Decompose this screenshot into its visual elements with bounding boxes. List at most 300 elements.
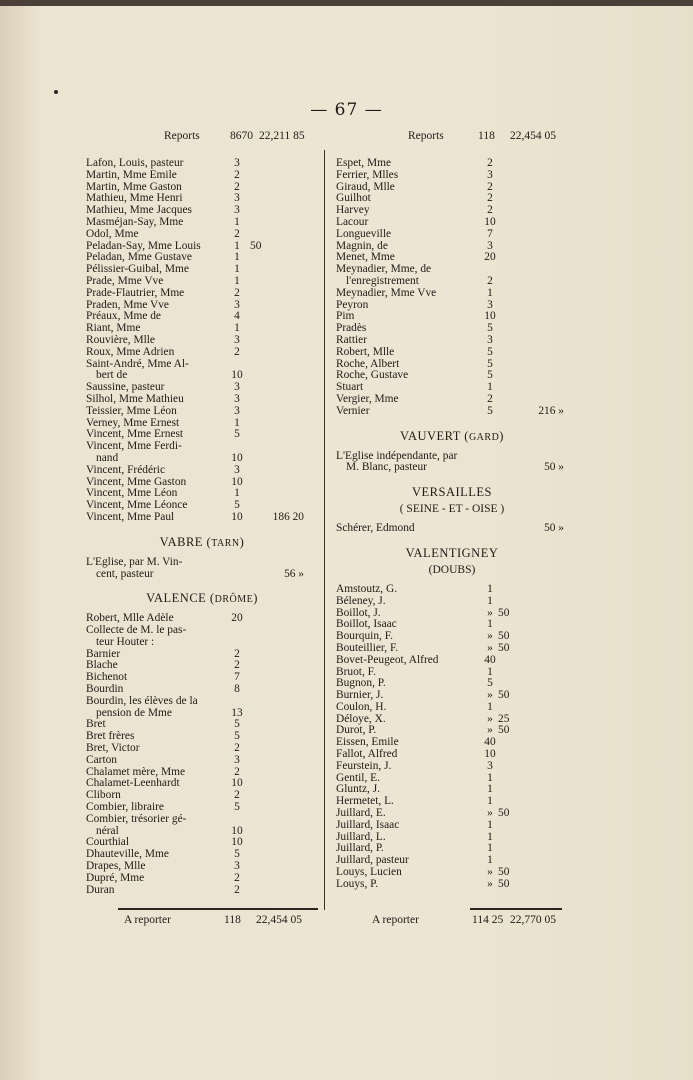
amount-francs: 8: [234, 683, 240, 696]
list-item: [86, 557, 318, 569]
donor-name: Louys, Lucien: [336, 866, 402, 879]
amount-francs: 40: [484, 736, 496, 749]
amount-francs: 1: [487, 830, 493, 843]
amount-francs: 40: [484, 653, 496, 666]
donor-name: Fallot, Alfred: [336, 748, 398, 761]
amount-francs: 1: [234, 274, 240, 287]
donor-name: Robert, Mlle Adèle: [86, 612, 174, 625]
list-item: [336, 879, 568, 891]
amount-francs: 1: [487, 771, 493, 784]
amount-francs: 2: [234, 180, 240, 193]
section-subheading: ( SEINE - ET - OISE ): [399, 503, 505, 516]
subtotal: 56 »: [284, 567, 304, 580]
amount-francs: 5: [234, 499, 240, 512]
list-item: [336, 193, 568, 205]
amount-francs: 10: [231, 777, 243, 790]
amount-francs: 2: [234, 789, 240, 802]
donor-name: Dupré, Mme: [86, 871, 145, 884]
section-heading: [336, 428, 568, 445]
list-item: [336, 655, 568, 667]
list-item: [86, 708, 318, 720]
donor-name: Vernier: [336, 404, 370, 417]
subtotal: 186 20: [272, 510, 304, 523]
amount-francs: 3: [234, 381, 240, 394]
donor-name: Stuart: [336, 381, 364, 394]
donor-name: Bovet-Peugeot, Alfred: [336, 653, 439, 666]
amount-francs: 4: [234, 310, 240, 323]
amount-francs: 10: [231, 451, 243, 464]
amount-francs: 5: [234, 848, 240, 861]
amount-francs: 2: [234, 659, 240, 672]
donor-name: Chalamet-Leenhardt: [86, 777, 180, 790]
donor-name: Vergier, Mme: [336, 392, 399, 405]
right-column: [336, 130, 568, 891]
amount-francs: 5: [234, 730, 240, 743]
section-place: VALENTIGNEY: [405, 545, 499, 560]
left-footer-total: 22,454 05: [256, 914, 302, 926]
amount-francs: 2: [234, 647, 240, 660]
donor-name: Giraud, Mlle: [336, 180, 395, 193]
donor-name: Boillot, Isaac: [336, 618, 397, 631]
amount-francs: 1: [487, 818, 493, 831]
donor-name: L'Eglise, par M. Vin-: [86, 555, 183, 568]
amount-centimes: 50: [498, 877, 510, 890]
amount-francs: »: [487, 630, 493, 643]
donor-name: Hermetet, L.: [336, 795, 394, 808]
amount-francs: »: [487, 724, 493, 737]
amount-francs: 2: [487, 180, 493, 193]
donor-name: Barnier: [86, 647, 121, 660]
amount-francs: 2: [487, 192, 493, 205]
donor-name: Courthial: [86, 836, 130, 849]
donor-name: Bugnon, P.: [336, 677, 386, 690]
donor-name: pension de Mme: [96, 706, 172, 719]
list-item: [336, 596, 568, 608]
amount-francs: 10: [231, 475, 243, 488]
donor-name: Peyron: [336, 298, 369, 311]
donor-name: Chalamet mère, Mme: [86, 765, 186, 778]
amount-francs: 1: [487, 854, 493, 867]
section-region: DRÔME: [214, 594, 254, 606]
section-place: VALENCE (: [146, 591, 215, 606]
donor-name: Coulon, H.: [336, 700, 387, 713]
list-item: [86, 569, 318, 581]
spacer: [86, 524, 318, 534]
amount-francs: »: [487, 807, 493, 820]
donor-name: Juillard, pasteur: [336, 854, 409, 867]
amount-francs: 2: [234, 883, 240, 896]
donor-name: Lafon, Louis, pasteur: [86, 157, 184, 169]
amount-francs: 1: [234, 416, 240, 429]
right-reports-label: Reports: [408, 130, 444, 142]
amount-francs: 7: [234, 671, 240, 684]
ink-speck: [54, 90, 58, 94]
donor-name: Bourquin, F.: [336, 630, 393, 643]
left-footer-rule: [118, 908, 318, 910]
amount-francs: 1: [234, 239, 240, 252]
amount-francs: 10: [484, 748, 496, 761]
list-item: [336, 335, 568, 347]
donor-name: Schérer, Edmond: [336, 522, 415, 535]
list-item: [86, 394, 318, 406]
left-reports-header: [86, 130, 318, 148]
list-item: [336, 300, 568, 312]
donor-name: Prade-Flautrier, Mme: [86, 286, 185, 299]
donor-name: Rattier: [336, 333, 367, 346]
left-reports-count: 8670: [230, 130, 253, 142]
donor-name: Vincent, Frédéric: [86, 463, 166, 476]
donor-name: Rouvière, Mlle: [86, 333, 155, 346]
section-close: ): [239, 534, 245, 549]
amount-francs: 3: [487, 333, 493, 346]
donor-name: Meynadier, Mme, de: [336, 263, 432, 276]
amount-francs: »: [487, 877, 493, 890]
list-item: [336, 323, 568, 335]
amount-centimes: 50: [498, 689, 510, 702]
donor-name: Préaux, Mme de: [86, 310, 161, 323]
list-item: [336, 370, 568, 382]
section-subheading: (DOUBS): [428, 563, 476, 576]
donor-name: Bruot, F.: [336, 665, 376, 678]
amount-francs: 5: [234, 718, 240, 731]
donor-name: Duran: [86, 883, 115, 896]
amount-francs: 3: [234, 333, 240, 346]
amount-francs: 3: [487, 239, 493, 252]
amount-francs: »: [487, 866, 493, 879]
donor-name: Blache: [86, 659, 118, 672]
amount-francs: »: [487, 606, 493, 619]
donor-name: Bret frères: [86, 730, 135, 743]
amount-francs: »: [487, 712, 493, 725]
list-item: [336, 229, 568, 241]
subtotal: 50 »: [544, 522, 564, 535]
donor-name: Martin, Mme Gaston: [86, 180, 182, 193]
donor-name: Juillard, E.: [336, 807, 386, 820]
donor-name: Cliborn: [86, 789, 121, 802]
list-item: [86, 885, 318, 897]
right-footer-count: 114 25: [472, 914, 504, 926]
donor-name: Silhol, Mme Mathieu: [86, 392, 184, 405]
donor-name: Combier, trésorier gé-: [86, 812, 187, 825]
section-heading: [86, 590, 318, 607]
donor-name: Vincent, Mme Ernest: [86, 428, 184, 441]
donor-name: Harvey: [336, 204, 370, 217]
donor-name: Masméjan-Say, Mme: [86, 215, 184, 228]
amount-centimes: 50: [498, 630, 510, 643]
amount-francs: 5: [487, 677, 493, 690]
list-item: [86, 512, 318, 524]
donor-name: l'enregistrement: [346, 274, 419, 287]
donor-name: Menet, Mme: [336, 251, 395, 264]
amount-francs: 3: [234, 298, 240, 311]
donor-name: Amstoutz, G.: [336, 582, 398, 595]
amount-francs: 1: [234, 215, 240, 228]
donor-name: Juillard, P.: [336, 842, 384, 855]
amount-francs: 2: [487, 204, 493, 217]
list-item: [336, 643, 568, 655]
donor-name: Roche, Gustave: [336, 369, 409, 382]
list-item: [336, 217, 568, 229]
spacer: [336, 535, 568, 545]
list-item: [86, 465, 318, 477]
list-item: [336, 584, 568, 596]
spacer: [336, 418, 568, 428]
list-item: [86, 873, 318, 885]
donor-name: M. Blanc, pasteur: [346, 461, 427, 474]
donor-name: Juillard, L.: [336, 830, 386, 843]
amount-francs: 10: [231, 836, 243, 849]
list-item: [336, 820, 568, 832]
right-footer-total: 22,770 05: [510, 914, 556, 926]
donor-name: Praden, Mme Vve: [86, 298, 169, 311]
amount-francs: 1: [487, 286, 493, 299]
amount-francs: 2: [234, 227, 240, 240]
amount-francs: 3: [487, 168, 493, 181]
donor-name: Prade, Mme Vve: [86, 274, 164, 287]
donor-name: Bichenot: [86, 671, 128, 684]
right-reports-count: 118: [478, 130, 495, 142]
donor-name: néral: [96, 824, 119, 837]
donor-name: Mathieu, Mme Jacques: [86, 204, 192, 217]
list-item: [86, 814, 318, 826]
subtotal: 216 »: [538, 404, 564, 417]
donor-name: Feurstein, J.: [336, 759, 392, 772]
amount-francs: 1: [487, 795, 493, 808]
donor-name: Vincent, Mme Léon: [86, 487, 178, 500]
donor-name: Vincent, Mme Gaston: [86, 475, 187, 488]
left-footer-count: 118: [224, 914, 241, 926]
amount-francs: 1: [487, 665, 493, 678]
amount-francs: »: [487, 689, 493, 702]
donor-name: Béleney, J.: [336, 594, 386, 607]
section-heading: [336, 545, 568, 562]
donor-name: Drapes, Mlle: [86, 860, 146, 873]
amount-francs: »: [487, 641, 493, 654]
list-item: [336, 523, 568, 535]
list-item: [86, 217, 318, 229]
donor-name: Pradès: [336, 322, 367, 335]
amount-francs: 10: [484, 310, 496, 323]
amount-francs: 1: [234, 251, 240, 264]
donor-name: Bouteillier, F.: [336, 641, 399, 654]
donor-name: Combier, libraire: [86, 801, 164, 814]
list-item: [86, 637, 318, 649]
list-item: [336, 170, 568, 182]
amount-francs: 7: [487, 227, 493, 240]
list-item: [336, 702, 568, 714]
amount-francs: 3: [487, 759, 493, 772]
donor-name: Burnier, J.: [336, 689, 384, 702]
list-item: [86, 406, 318, 418]
donor-name: Saussine, pasteur: [86, 381, 165, 394]
amount-francs: 5: [487, 369, 493, 382]
donor-name: Espet, Mme: [336, 157, 392, 169]
amount-francs: 1: [234, 322, 240, 335]
donor-name: Dhauteville, Mme: [86, 848, 169, 861]
section-heading: [336, 484, 568, 501]
amount-francs: 3: [234, 192, 240, 205]
donor-name: nand: [96, 451, 119, 464]
amount-francs: 10: [231, 369, 243, 382]
donor-name: Longueville: [336, 227, 392, 240]
amount-francs: 5: [487, 345, 493, 358]
section-heading: [86, 534, 318, 551]
amount-francs: 5: [234, 801, 240, 814]
list-item: [336, 394, 568, 406]
donor-name: Bourdin, les élèves de la: [86, 694, 198, 707]
amount-centimes: 50: [498, 606, 510, 619]
donor-name: Lacour: [336, 215, 369, 228]
amount-francs: 10: [231, 510, 243, 523]
subtotal: 50 »: [544, 461, 564, 474]
donor-name: Vincent, Mme Paul: [86, 510, 175, 523]
list-item: [86, 170, 318, 182]
amount-francs: 1: [487, 618, 493, 631]
amount-francs: 3: [234, 157, 240, 169]
donor-name: teur Houter :: [96, 635, 155, 648]
donor-name: Gentil, E.: [336, 771, 380, 784]
amount-francs: 3: [234, 404, 240, 417]
amount-francs: 20: [231, 612, 243, 625]
donor-name: Durot, P.: [336, 724, 377, 737]
donor-name: Gluntz, J.: [336, 783, 380, 796]
left-column: [86, 130, 318, 896]
amount-francs: 3: [234, 392, 240, 405]
amount-francs: 5: [487, 322, 493, 335]
amount-francs: 2: [487, 392, 493, 405]
amount-centimes: 50: [498, 807, 510, 820]
list-item: [86, 743, 318, 755]
amount-francs: 5: [487, 404, 493, 417]
amount-francs: 2: [234, 345, 240, 358]
amount-francs: 10: [231, 824, 243, 837]
donor-name: Bourdin: [86, 683, 124, 696]
right-reports-header: [336, 130, 568, 148]
section-place: VERSAILLES: [412, 485, 492, 500]
donor-name: Mathieu, Mme Henri: [86, 192, 183, 205]
donor-name: Vincent, Mme Ferdi-: [86, 440, 182, 453]
donor-name: Peladan-Say, Mme Louis: [86, 239, 201, 252]
amount-francs: 5: [234, 428, 240, 441]
amount-francs: 3: [487, 298, 493, 311]
amount-francs: 2: [234, 168, 240, 181]
spacer: [86, 580, 318, 590]
amount-francs: 1: [487, 700, 493, 713]
donor-name: Ferrier, Mlles: [336, 168, 399, 181]
section-region: GARD: [468, 431, 500, 443]
donor-name: Odol, Mme: [86, 227, 139, 240]
list-item: [336, 406, 568, 418]
list-item: [336, 276, 568, 288]
left-footer-label: A reporter: [124, 914, 171, 926]
donor-name: Bret, Victor: [86, 742, 140, 755]
donor-name: Verney, Mme Ernest: [86, 416, 180, 429]
spacer: [336, 474, 568, 484]
donor-name: Robert, Mlle: [336, 345, 395, 358]
list-item: [336, 205, 568, 217]
list-item: [86, 229, 318, 241]
list-item: [86, 649, 318, 661]
donor-name: Magnin, de: [336, 239, 388, 252]
donor-name: Pim: [336, 310, 355, 323]
list-item: [86, 276, 318, 288]
donor-name: Carton: [86, 753, 118, 766]
donor-name: Meynadier, Mme Vve: [336, 286, 437, 299]
donor-name: cent, pasteur: [96, 567, 154, 580]
amount-francs: 1: [234, 487, 240, 500]
donor-name: Juillard, Isaac: [336, 818, 400, 831]
list-item: [86, 696, 318, 708]
amount-francs: 20: [484, 251, 496, 264]
list-item: [86, 441, 318, 453]
list-item: [336, 311, 568, 323]
list-item: [86, 335, 318, 347]
donor-name: L'Eglise indépendante, par: [336, 449, 458, 462]
donor-name: Guilhot: [336, 192, 371, 205]
right-reports-total: 22,454 05: [510, 130, 556, 142]
amount-francs: 2: [487, 274, 493, 287]
list-item: [336, 347, 568, 359]
amount-francs: 1: [487, 381, 493, 394]
amount-francs: 13: [231, 706, 243, 719]
amount-francs: 1: [487, 842, 493, 855]
amount-francs: 3: [234, 463, 240, 476]
amount-francs: 1: [234, 263, 240, 276]
donor-name: Vincent, Mme Léonce: [86, 499, 188, 512]
amount-francs: 1: [487, 594, 493, 607]
amount-centimes: 50: [498, 866, 510, 879]
right-footer-label: A reporter: [372, 914, 419, 926]
amount-francs: 2: [234, 871, 240, 884]
amount-francs: 1: [487, 582, 493, 595]
amount-francs: 3: [234, 753, 240, 766]
list-item: [86, 755, 318, 767]
left-reports-total: 22,211 85: [259, 130, 305, 142]
list-item: [86, 288, 318, 300]
donor-name: Eissen, Emile: [336, 736, 399, 749]
list-item: [336, 288, 568, 300]
amount-francs: 2: [234, 286, 240, 299]
donor-name: Roche, Albert: [336, 357, 400, 370]
amount-francs: 5: [487, 357, 493, 370]
amount-francs: 2: [234, 765, 240, 778]
donor-name: Bret: [86, 718, 106, 731]
amount-francs: 2: [487, 157, 493, 169]
amount-francs: 10: [484, 215, 496, 228]
left-reports-label: Reports: [164, 130, 200, 142]
donor-name: Boillot, J.: [336, 606, 381, 619]
section-place: VABRE (: [159, 534, 212, 549]
donor-name: Déloye, X.: [336, 712, 386, 725]
donor-name: Roux, Mme Adrien: [86, 345, 175, 358]
list-item: [336, 761, 568, 773]
right-footer-rule: [470, 908, 562, 910]
amount-centimes: 25: [498, 712, 510, 725]
amount-centimes: 50: [250, 239, 262, 252]
donor-name: Saint-André, Mme Al-: [86, 357, 189, 370]
amount-francs: 3: [234, 204, 240, 217]
amount-centimes: 50: [498, 641, 510, 654]
donor-name: Teissier, Mme Léon: [86, 404, 177, 417]
donor-name: Martin, Mme Emile: [86, 168, 177, 181]
amount-francs: 3: [234, 860, 240, 873]
section-place: VAUVERT (: [400, 428, 469, 443]
amount-centimes: 50: [498, 724, 510, 737]
section-region: TARN: [211, 537, 240, 549]
list-item: [336, 462, 568, 474]
donor-name: Riant, Mme: [86, 322, 141, 335]
donor-name: Louys, P.: [336, 877, 379, 890]
